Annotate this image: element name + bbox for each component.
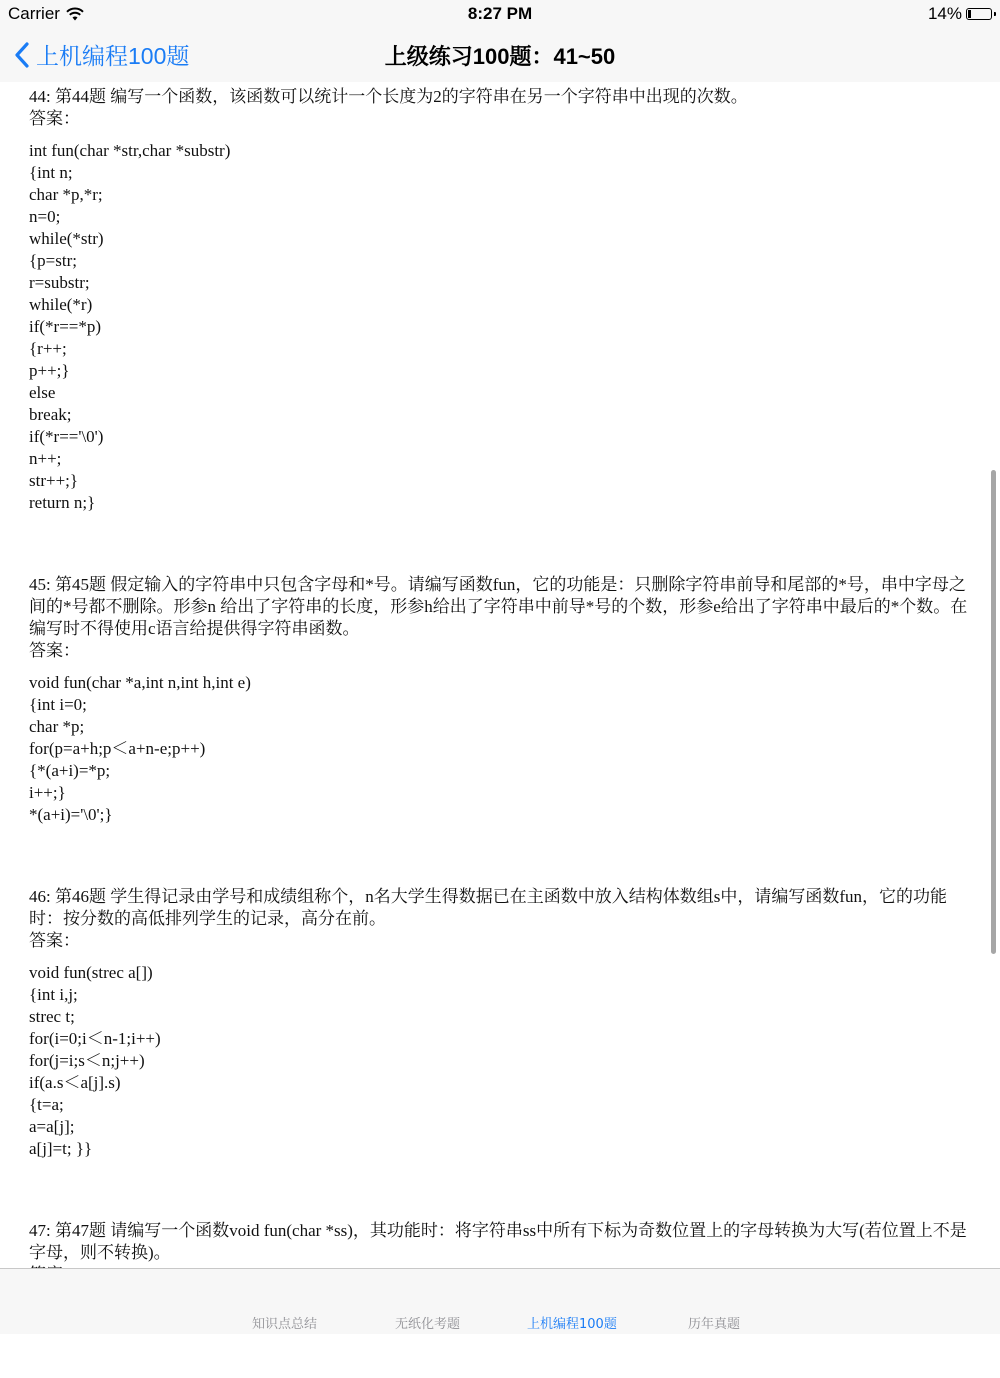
answer-label: 答案： [29, 931, 80, 950]
answer-label: 答案： [29, 109, 80, 128]
question-text: 47: 第47题 请编写一个函数void fun(char *ss)，其功能时：将字符串ss中所有下标为奇数位置上的字母转换为大写(若位置上不是字母，则不转换)。 [29, 1221, 967, 1262]
answer-code: void fun(strec a[]) {int i,j; strec t; for(i=0;i＜n-1;i++) for(j=i;s＜n;j++) if(a.s＜a[j].s) {t=a; a=a[j]; a[j]=t; }} [29, 963, 161, 1158]
battery-fill [968, 10, 971, 18]
tab-knowledge-summary[interactable]: 知识点总结 [252, 1317, 318, 1332]
navigation-bar [0, 30, 1000, 82]
answer-label: 答案： [29, 641, 80, 660]
status-time: 8:27 PM [467, 4, 533, 23]
question-text: 45: 第45题 假定输入的字符串中只包含字母和*号。请编写函数fun，它的功能是：只删除字符串前导和尾部的*号，串中字母之间的*号都不删除。形参n 给出了字符串的长度，形参h给出了字符串中前导*号的个数，形参e给出了字符串中最后的*个数。在编写时不得使用c语言给提供得字符串函数。 [29, 575, 968, 638]
tab-past-exams[interactable]: 历年真题 [688, 1317, 741, 1332]
answer-code: int fun(char *str,char *substr) {int n; char *p,*r; n=0; while(*str) {p=str; r=substr; while(*r) if(*r==*p) {r++; p++;} else break; if(*r=='\0') n++; str++;} return n;} [29, 141, 231, 512]
back-button-label: 上机编程100题 [36, 43, 190, 69]
battery-percent: 14% [927, 4, 962, 23]
content-scroll-view[interactable] [0, 82, 1000, 1268]
tab-paperless-exam[interactable]: 无纸化考题 [395, 1317, 461, 1332]
question-text: 44: 第44题 编写一个函数，该函数可以统计一个长度为2的字符串在另一个字符串中出现的次数。 [29, 87, 748, 106]
question-item [29, 886, 974, 1160]
carrier-label: Carrier [8, 4, 60, 23]
tab-programming-100[interactable]: 上机编程100题 [527, 1317, 617, 1332]
tab-bar [0, 1268, 1000, 1334]
question-item [29, 574, 974, 826]
status-bar [0, 0, 1000, 30]
question-list [29, 86, 974, 1378]
question-item [29, 86, 974, 514]
question-text: 46: 第46题 学生得记录由学号和成绩组称个，n名大学生得数据已在主函数中放入结构体数组s中，请编写函数fun，它的功能时：按分数的高低排列学生的记录，高分在前。 [29, 887, 947, 928]
vertical-scrollbar[interactable] [991, 470, 996, 954]
battery-icon [966, 8, 992, 20]
page-title: 上级练习100题：41~50 [384, 44, 616, 69]
battery-indicator [928, 4, 992, 24]
answer-code: void fun(char *a,int n,int h,int e) {int i=0; char *p; for(p=a+h;p＜a+n-e;p++) {*(a+i)=*p; i++;} *(a+i)='\0';} [29, 673, 251, 824]
